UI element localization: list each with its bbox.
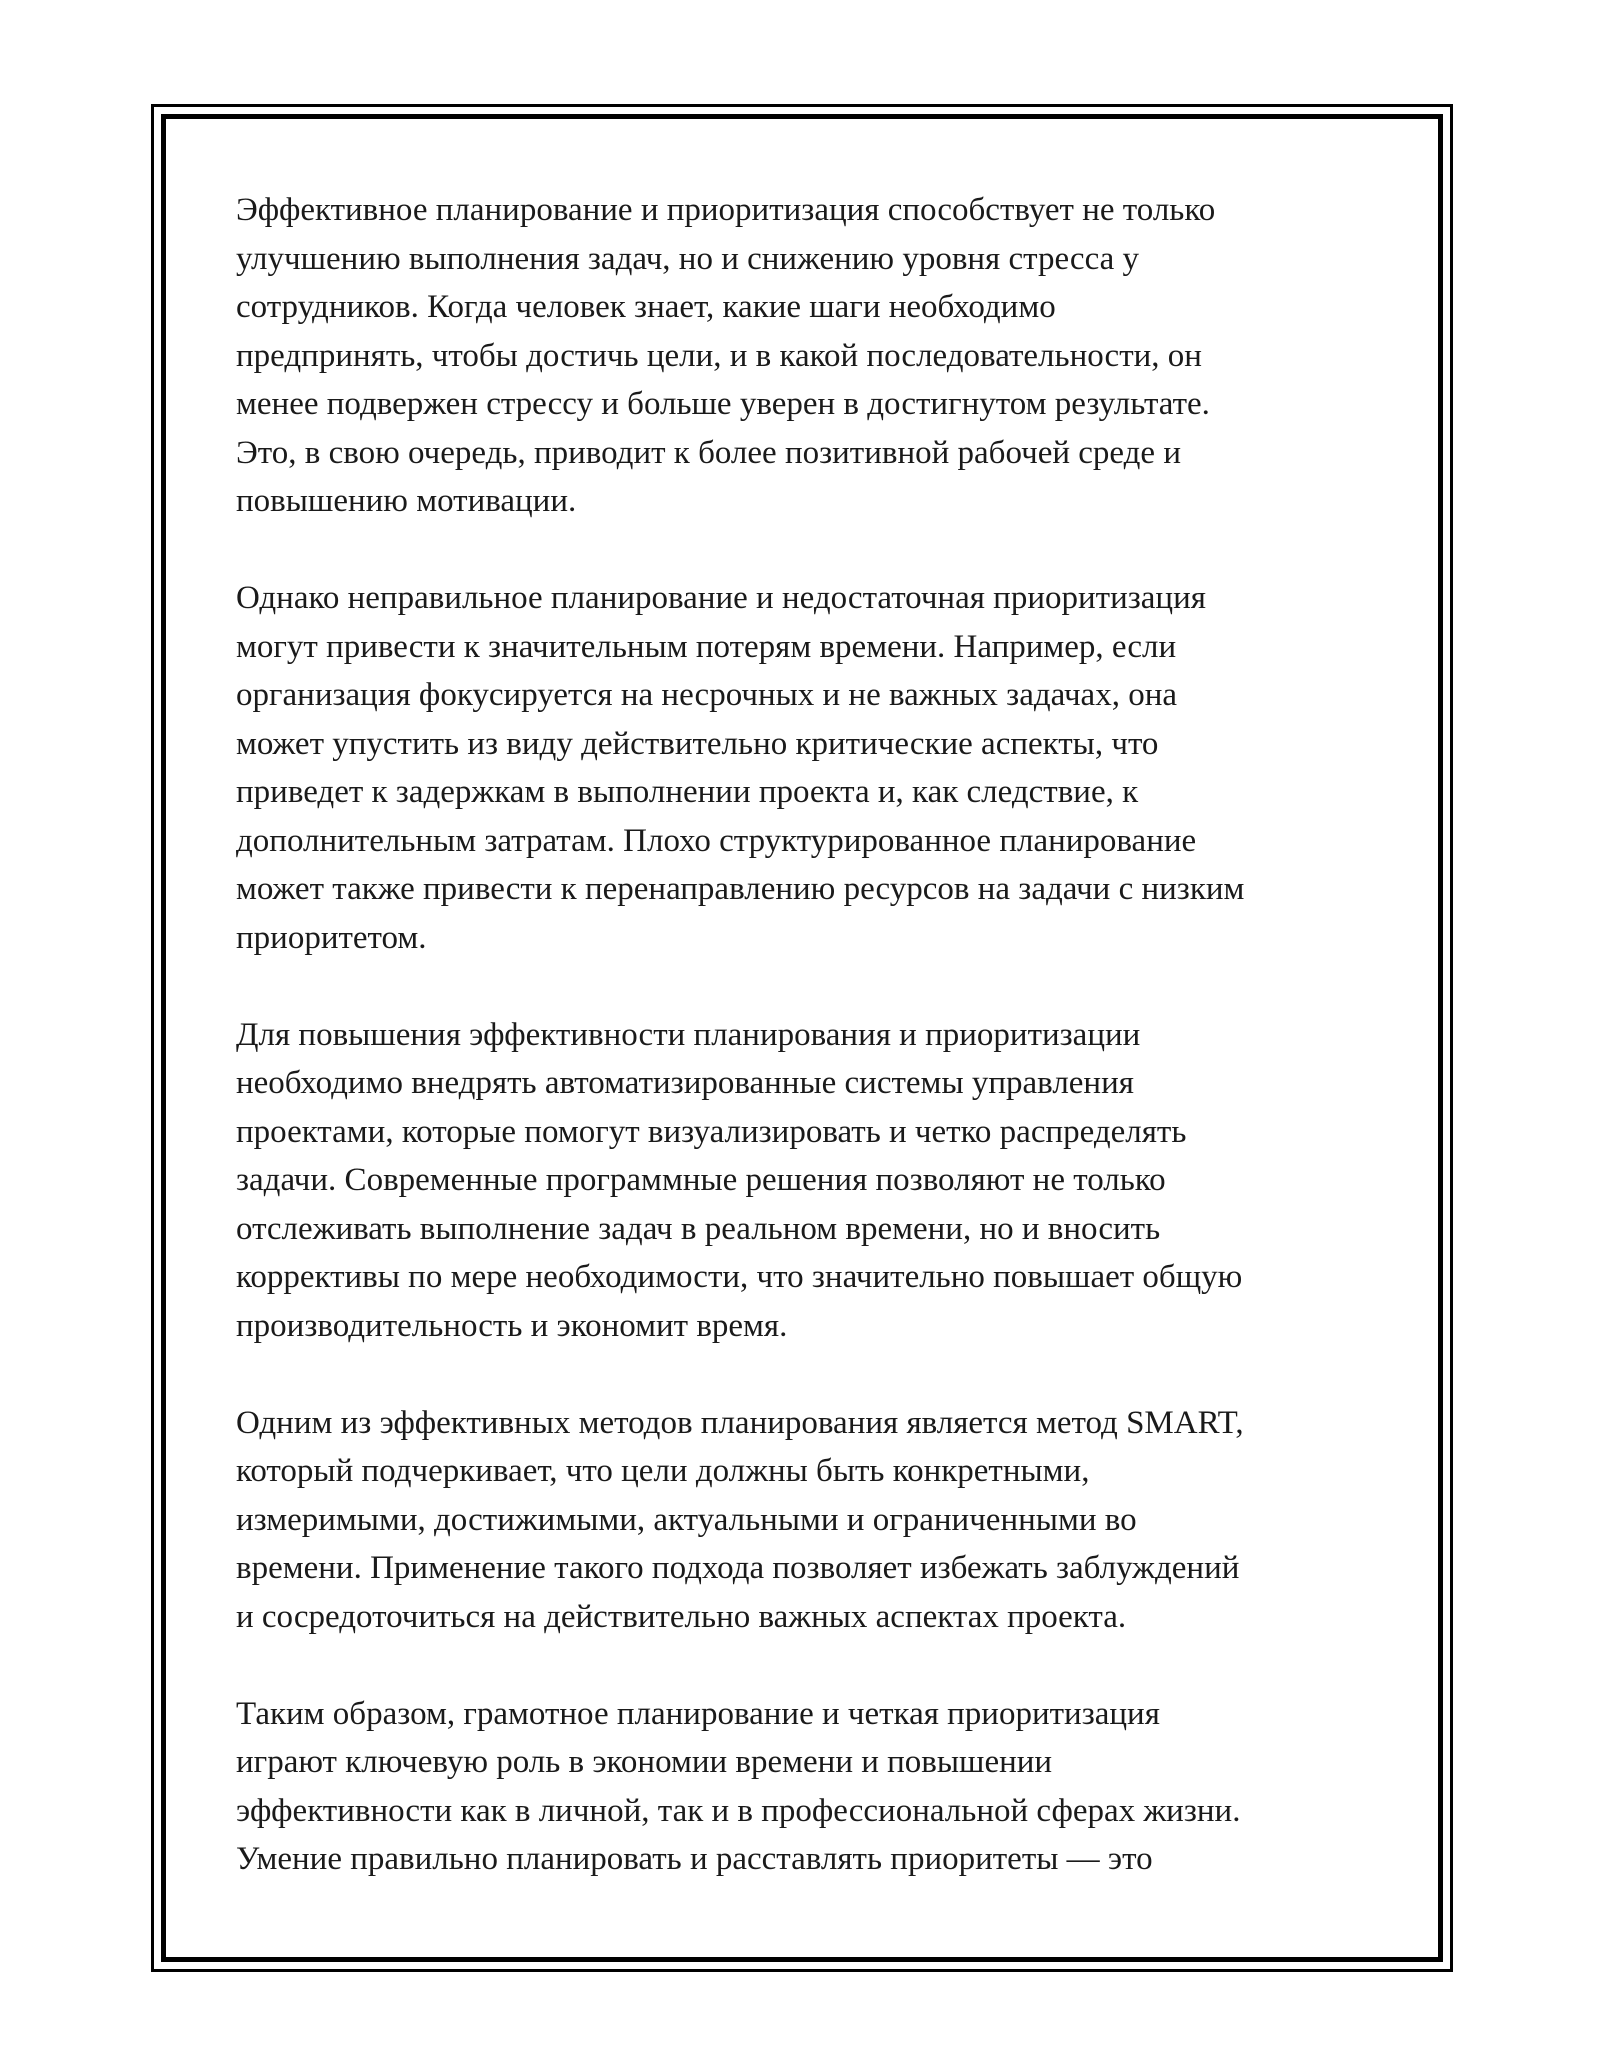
text-line: Одним из эффективных методов планирования является метод SMART,: [236, 1404, 1244, 1441]
text-line: дополнительным затратам. Плохо структурированное планирование: [236, 822, 1197, 859]
paragraph-5: [236, 1690, 1376, 1884]
text-line: может упустить из виду действительно критические аспекты, что: [236, 725, 1159, 762]
text-line: который подчеркивает, что цели должны быть конкретными,: [236, 1453, 1090, 1489]
paragraph-2: [236, 574, 1376, 962]
text-line: необходимо внедрять автоматизированные системы управления: [236, 1065, 1134, 1101]
paragraph-3: [236, 1011, 1376, 1351]
text-line: сотрудников. Когда человек знает, какие шаги необходимо: [236, 289, 1056, 325]
text-line: Умение правильно планировать и расставлять приоритеты — это: [236, 1841, 1153, 1877]
text-line: Для повышения эффективности планирования и приоритизации: [236, 1016, 1141, 1053]
text-line: коррективы по мере необходимости, что значительно повышает общую: [236, 1259, 1243, 1295]
text-line: предпринять, чтобы достичь цели, и в какой последовательности, он: [236, 337, 1202, 374]
text-line: может также привести к перенаправлению ресурсов на задачи с низким: [236, 871, 1245, 907]
text-line: Эффективное планирование и приоритизация способствует не только: [236, 192, 1216, 228]
text-line: задачи. Современные программные решения позволяют не только: [236, 1162, 1166, 1198]
text-line: приоритетом.: [236, 919, 427, 956]
text-line: Однако неправильное планирование и недостаточная приоритизация: [236, 580, 1206, 616]
text-line: проектами, которые помогут визуализировать и четко распределять: [236, 1113, 1187, 1150]
text-line: организация фокусируется на несрочных и не важных задачах, она: [236, 677, 1178, 713]
paragraph-1: [236, 186, 1376, 526]
text-line: Это, в свою очередь, приводит к более позитивной рабочей среде и: [236, 434, 1181, 471]
paragraph-4: [236, 1399, 1376, 1642]
document-body: [236, 186, 1376, 1932]
text-line: Таким образом, грамотное планирование и четкая приоритизация: [236, 1695, 1160, 1732]
text-line: отслеживать выполнение задач в реальном времени, но и вносить: [236, 1210, 1161, 1247]
text-line: менее подвержен стрессу и больше уверен в достигнутом результате.: [236, 386, 1210, 422]
text-line: приведет к задержкам в выполнении проекта и, как следствие, к: [236, 774, 1139, 810]
text-line: улучшению выполнения задач, но и снижению уровня стресса у: [236, 240, 1140, 277]
text-line: играют ключевую роль в экономии времени и повышении: [236, 1744, 1053, 1780]
text-line: производительность и экономит время.: [236, 1307, 788, 1344]
text-line: и сосредоточиться на действительно важных аспектах проекта.: [236, 1598, 1127, 1635]
text-line: повышению мотивации.: [236, 483, 577, 519]
text-line: измеримыми, достижимыми, актуальными и ограниченными во: [236, 1501, 1137, 1538]
text-line: эффективности как в личной, так и в профессиональной сферах жизни.: [236, 1792, 1241, 1829]
text-line: могут привести к значительным потерям времени. Например, если: [236, 628, 1177, 665]
text-line: времени. Применение такого подхода позволяет избежать заблуждений: [236, 1550, 1240, 1586]
